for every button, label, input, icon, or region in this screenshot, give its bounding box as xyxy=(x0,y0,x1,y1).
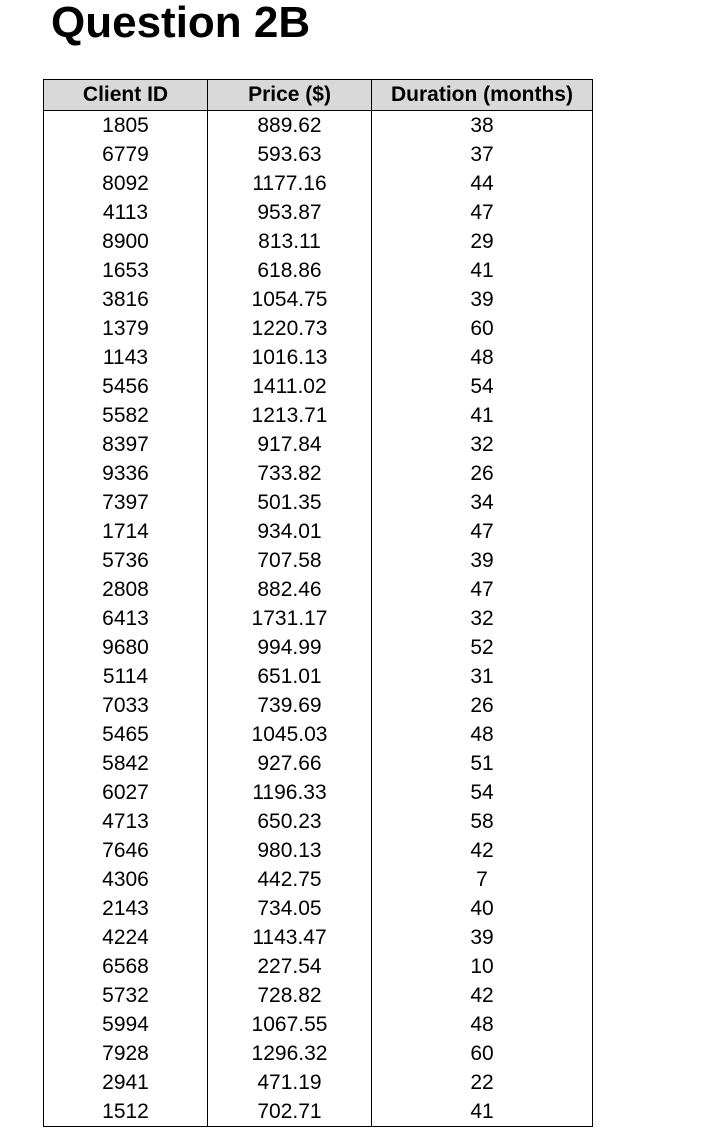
duration-cell: 26 xyxy=(372,691,593,720)
client-id-cell: 5582 xyxy=(44,401,208,430)
duration-cell: 58 xyxy=(372,807,593,836)
table-row xyxy=(44,517,593,546)
duration-cell: 32 xyxy=(372,604,593,633)
table-row xyxy=(44,720,593,749)
price-cell: 650.23 xyxy=(208,807,372,836)
client-id-cell: 7033 xyxy=(44,691,208,720)
price-cell: 953.87 xyxy=(208,198,372,227)
price-cell: 593.63 xyxy=(208,140,372,169)
duration-cell: 39 xyxy=(372,285,593,314)
table-row xyxy=(44,749,593,778)
client-id-cell: 4306 xyxy=(44,865,208,894)
duration-cell: 51 xyxy=(372,749,593,778)
client-id-cell: 2808 xyxy=(44,575,208,604)
duration-cell: 39 xyxy=(372,923,593,952)
table-row xyxy=(44,343,593,372)
table-row xyxy=(44,865,593,894)
table-row xyxy=(44,169,593,198)
price-cell: 813.11 xyxy=(208,227,372,256)
table-row xyxy=(44,778,593,807)
data-table xyxy=(43,79,593,1127)
price-cell: 728.82 xyxy=(208,981,372,1010)
table-row xyxy=(44,198,593,227)
table-row xyxy=(44,372,593,401)
client-id-cell: 2941 xyxy=(44,1068,208,1097)
client-id-cell: 1143 xyxy=(44,343,208,372)
price-cell: 980.13 xyxy=(208,836,372,865)
client-id-cell: 5842 xyxy=(44,749,208,778)
duration-cell: 10 xyxy=(372,952,593,981)
duration-cell: 48 xyxy=(372,720,593,749)
price-cell: 618.86 xyxy=(208,256,372,285)
page-title: Question 2B xyxy=(51,0,311,47)
client-id-cell: 5994 xyxy=(44,1010,208,1039)
price-cell: 471.19 xyxy=(208,1068,372,1097)
price-cell: 1731.17 xyxy=(208,604,372,633)
duration-cell: 34 xyxy=(372,488,593,517)
duration-cell: 54 xyxy=(372,372,593,401)
price-cell: 651.01 xyxy=(208,662,372,691)
price-cell: 1045.03 xyxy=(208,720,372,749)
duration-cell: 29 xyxy=(372,227,593,256)
client-id-cell: 9336 xyxy=(44,459,208,488)
price-cell: 739.69 xyxy=(208,691,372,720)
price-cell: 734.05 xyxy=(208,894,372,923)
price-cell: 934.01 xyxy=(208,517,372,546)
client-id-cell: 4224 xyxy=(44,923,208,952)
duration-cell: 42 xyxy=(372,981,593,1010)
client-id-cell: 7397 xyxy=(44,488,208,517)
table-row xyxy=(44,691,593,720)
duration-cell: 48 xyxy=(372,1010,593,1039)
duration-cell: 60 xyxy=(372,314,593,343)
duration-cell: 42 xyxy=(372,836,593,865)
price-cell: 442.75 xyxy=(208,865,372,894)
price-cell: 227.54 xyxy=(208,952,372,981)
duration-cell: 47 xyxy=(372,575,593,604)
table-row xyxy=(44,488,593,517)
table-row xyxy=(44,401,593,430)
table-body xyxy=(44,111,593,1127)
price-cell: 1411.02 xyxy=(208,372,372,401)
price-cell: 1016.13 xyxy=(208,343,372,372)
table-row xyxy=(44,1039,593,1068)
client-id-cell: 5465 xyxy=(44,720,208,749)
duration-cell: 52 xyxy=(372,633,593,662)
duration-cell: 54 xyxy=(372,778,593,807)
duration-cell: 41 xyxy=(372,1097,593,1127)
price-cell: 1067.55 xyxy=(208,1010,372,1039)
client-id-cell: 1653 xyxy=(44,256,208,285)
client-id-cell: 3816 xyxy=(44,285,208,314)
duration-cell: 38 xyxy=(372,111,593,141)
table-row xyxy=(44,1097,593,1127)
duration-cell: 26 xyxy=(372,459,593,488)
table-row xyxy=(44,807,593,836)
client-id-cell: 5732 xyxy=(44,981,208,1010)
duration-cell: 32 xyxy=(372,430,593,459)
duration-cell: 37 xyxy=(372,140,593,169)
duration-cell: 47 xyxy=(372,198,593,227)
client-id-cell: 1805 xyxy=(44,111,208,141)
client-id-cell: 6779 xyxy=(44,140,208,169)
duration-cell: 39 xyxy=(372,546,593,575)
table-row xyxy=(44,459,593,488)
client-id-cell: 8900 xyxy=(44,227,208,256)
table-row xyxy=(44,662,593,691)
client-id-cell: 2143 xyxy=(44,894,208,923)
duration-cell: 7 xyxy=(372,865,593,894)
client-id-cell: 7646 xyxy=(44,836,208,865)
price-cell: 501.35 xyxy=(208,488,372,517)
price-cell: 702.71 xyxy=(208,1097,372,1127)
duration-cell: 60 xyxy=(372,1039,593,1068)
client-id-cell: 7928 xyxy=(44,1039,208,1068)
client-id-cell: 8092 xyxy=(44,169,208,198)
client-id-cell: 5456 xyxy=(44,372,208,401)
table-row xyxy=(44,314,593,343)
table-row xyxy=(44,256,593,285)
price-cell: 889.62 xyxy=(208,111,372,141)
price-cell: 882.46 xyxy=(208,575,372,604)
price-cell: 733.82 xyxy=(208,459,372,488)
table-row xyxy=(44,111,593,141)
duration-cell: 44 xyxy=(372,169,593,198)
price-cell: 1296.32 xyxy=(208,1039,372,1068)
client-id-cell: 1714 xyxy=(44,517,208,546)
duration-cell: 41 xyxy=(372,256,593,285)
table-row xyxy=(44,227,593,256)
price-cell: 1177.16 xyxy=(208,169,372,198)
table-row xyxy=(44,923,593,952)
client-id-cell: 6413 xyxy=(44,604,208,633)
price-cell: 1213.71 xyxy=(208,401,372,430)
duration-cell: 40 xyxy=(372,894,593,923)
table-row xyxy=(44,546,593,575)
duration-cell: 31 xyxy=(372,662,593,691)
table-row xyxy=(44,952,593,981)
duration-cell: 47 xyxy=(372,517,593,546)
table-row xyxy=(44,604,593,633)
client-id-cell: 4713 xyxy=(44,807,208,836)
client-id-cell: 6027 xyxy=(44,778,208,807)
price-cell: 707.58 xyxy=(208,546,372,575)
table-row xyxy=(44,1010,593,1039)
client-id-cell: 8397 xyxy=(44,430,208,459)
client-id-cell: 1512 xyxy=(44,1097,208,1127)
table-row xyxy=(44,836,593,865)
client-id-cell: 1379 xyxy=(44,314,208,343)
table-row xyxy=(44,575,593,604)
table-row xyxy=(44,285,593,314)
price-cell: 1220.73 xyxy=(208,314,372,343)
column-header-client-id: Client ID xyxy=(44,80,208,111)
price-cell: 1196.33 xyxy=(208,778,372,807)
table-header-row xyxy=(44,80,593,111)
price-cell: 927.66 xyxy=(208,749,372,778)
column-header-duration: Duration (months) xyxy=(372,80,593,111)
table-row xyxy=(44,633,593,662)
table-row xyxy=(44,1068,593,1097)
client-id-cell: 9680 xyxy=(44,633,208,662)
client-id-cell: 4113 xyxy=(44,198,208,227)
table-row xyxy=(44,981,593,1010)
table-row xyxy=(44,894,593,923)
client-id-cell: 5736 xyxy=(44,546,208,575)
column-header-price: Price ($) xyxy=(208,80,372,111)
duration-cell: 41 xyxy=(372,401,593,430)
price-cell: 1054.75 xyxy=(208,285,372,314)
client-id-cell: 6568 xyxy=(44,952,208,981)
price-cell: 994.99 xyxy=(208,633,372,662)
table-row xyxy=(44,140,593,169)
price-cell: 917.84 xyxy=(208,430,372,459)
duration-cell: 48 xyxy=(372,343,593,372)
client-id-cell: 5114 xyxy=(44,662,208,691)
duration-cell: 22 xyxy=(372,1068,593,1097)
table-row xyxy=(44,430,593,459)
price-cell: 1143.47 xyxy=(208,923,372,952)
